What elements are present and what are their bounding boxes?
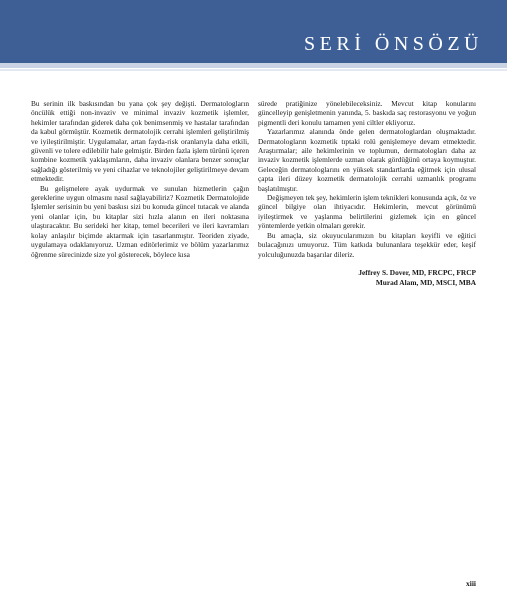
- paragraph: sürede pratiğinize yönelebileceksiniz. Mevcut kitap konularını güncelleyip genişletmenin yanında, 5. baskıda saç restorasyonu ve yoğun pigmentli deri konulu tamamen yeni ciltler ekliyoruz.: [258, 99, 476, 127]
- signature-name: Jeffrey S. Dover, MD, FRCPC, FRCP: [358, 267, 476, 277]
- signature-name: Murad Alam, MD, MSCI, MBA: [375, 277, 476, 287]
- paragraph: Bu amaçla, siz okuyucularımızın bu kitapları keyifli ve eğitici bulacağınızı umuyoruz. Tüm katkıda bulunanlara teşekkür eder, keşif yolculuğunuzda başarılar dileriz.: [258, 230, 476, 259]
- page-title: SERİ ÖNSÖZÜ: [304, 33, 483, 55]
- header-rule-thin: [0, 69, 507, 71]
- paragraph: Yazarlarımız alanında önde gelen dermatologlardan oluşmaktadır. Dermatologların kozmetik tıptaki rolü genişlemeye devam etmektedir. Araştırmalar; aile hekimlerinin ve toplumun, dermatologları daha az invaziv kozmetik işlemlerde uzman olarak gördüğünü ortaya koymuştur. Geleceğin dermatologlarını en yüksek standartlarda eğitmek için ulusal çapta ileri düzey kozmetik dermatolojik cerrahi uzmanlık programı başlatılmıştır.: [258, 127, 476, 193]
- page-number: xiii: [465, 579, 476, 588]
- paragraph: Bu serinin ilk baskısından bu yana çok şey değişti. Dermatologların öncülük ettiği non-invaziv ve minimal invaziv kozmetik işlemler, hekimler tarafından giderek daha çok benimsenmiş ve hastalar tarafından da kabul görmüştür. Kozmetik dermatolojik cerrahi işlemleri geliştirilmiş ve iyileştirilmiştir. Uygulamalar, artan fayda-risk oranlarıyla daha etkili, güvenli ve tolere edilebilir hale gelmiştir. Birden fazla işlem türünü içeren kombine kozmetik yaklaşımların, daha invaziv olanlara benzer sonuçlar sağladığı gösterilmiş ve yeni cihazlar ve teknolojiler geliştirilmeye devam etmektedir.: [31, 99, 249, 184]
- signature-block: [258, 268, 476, 287]
- paragraph: Bu gelişmelere ayak uydurmak ve sunulan hizmetlerin çağın gereklerine uygun olmasını nasıl sağlayabiliriz? Kozmetik Dermatolojide İşlemler serisinin bu yeni baskısı sizi bu konuda güncel tutacak ve alanda yeni olanlar için, bu kitaplar sizi hızla alanın en ileri noktasına ulaştıracaktır. Bu serideki her kitap, temel becerileri ve ileri kavramları kolay anlaşılır biçimde aktarmak için tasarlanmıştır. Teoriden ziyade, uygulamaya odaklanıyoruz. Uzman editörlerimiz ve bölüm yazarlarımız öğrenme sürecinizde size yol gösterecek, böylece kısa: [31, 183, 249, 259]
- left-column: [31, 99, 249, 259]
- header-band: [0, 0, 507, 63]
- header-rule: [0, 63, 507, 68]
- paragraph: Değişmeyen tek şey, hekimlerin işlem teknikleri konusunda açık, öz ve güncel bilgiye olan ihtiyacıdır. Hekimlerin, mevcut görünümü iyileştirmek ve yaşlanma belirtilerini gizlemek için en güncel yöntemlerde yetkin olmaları gerekir.: [258, 193, 476, 231]
- right-column: [258, 99, 476, 287]
